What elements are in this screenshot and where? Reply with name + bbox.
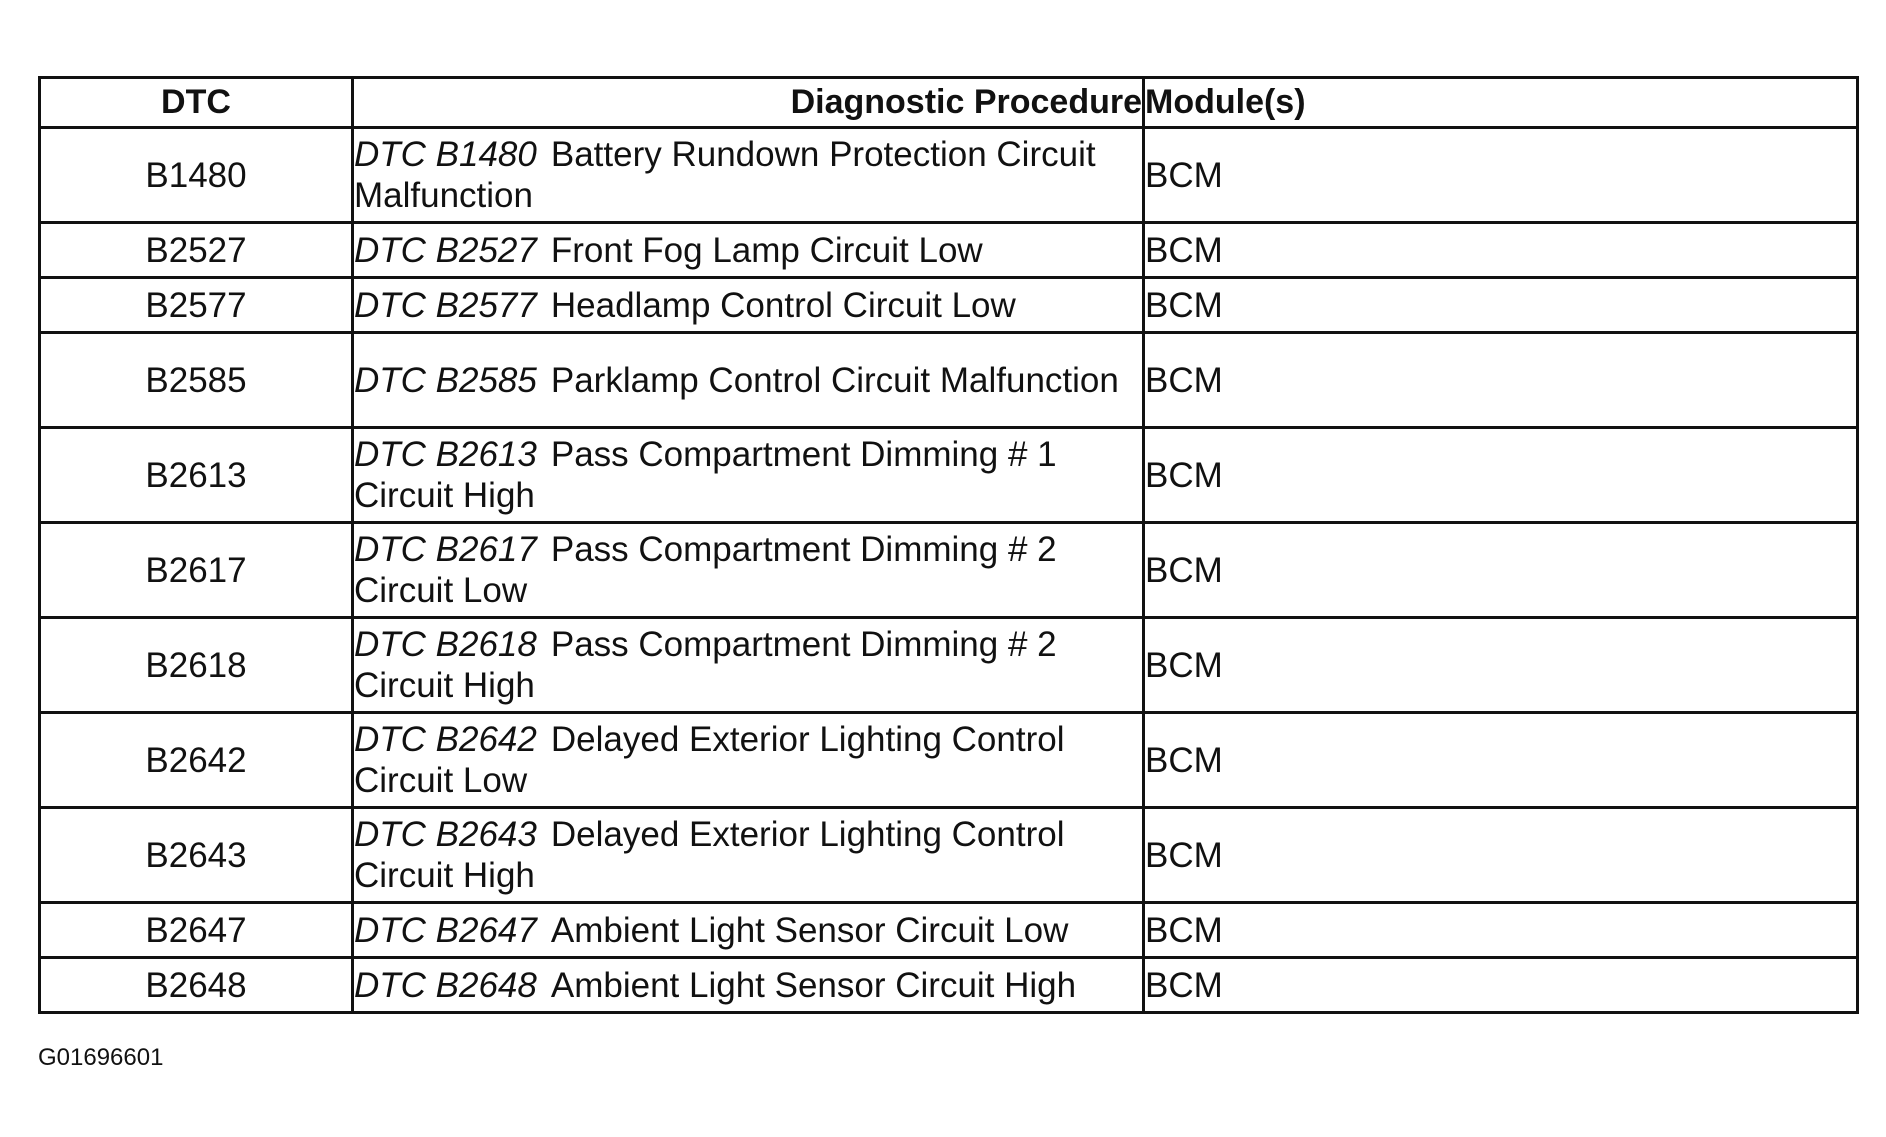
module: BCM: [1144, 223, 1858, 278]
module: BCM: [1144, 903, 1858, 958]
procedure-description: Pass Compartment Dimming # 2 Circuit High: [354, 625, 1057, 705]
module: BCM: [1144, 958, 1858, 1013]
procedure-link: DTC B2648: [354, 965, 537, 1005]
dtc-code: B2642: [40, 713, 353, 808]
table-row: [40, 903, 1858, 958]
diagnostic-procedure: [353, 903, 1144, 958]
table-row: [40, 278, 1858, 333]
module: BCM: [1144, 618, 1858, 713]
table-row: [40, 958, 1858, 1013]
procedure-description: Delayed Exterior Lighting Control Circuit Low: [354, 720, 1065, 800]
diagnostic-procedure: [353, 618, 1144, 713]
procedure-link: DTC B2577: [354, 285, 537, 325]
procedure-link: DTC B2642: [354, 720, 537, 759]
diagnostic-procedure: [353, 278, 1144, 333]
diagnostic-procedure: [353, 713, 1144, 808]
procedure-link: DTC B1480: [354, 135, 537, 174]
header-diagnostic-procedure: Diagnostic Procedure: [353, 78, 1144, 128]
table-row: [40, 808, 1858, 903]
header-dtc: DTC: [40, 78, 353, 128]
procedure-link: DTC B2613: [354, 435, 537, 474]
diagnostic-procedure: [353, 128, 1144, 223]
figure-id: G01696601: [38, 1044, 164, 1071]
table-row: [40, 333, 1858, 428]
dtc-code: B2643: [40, 808, 353, 903]
procedure-description: Pass Compartment Dimming # 1 Circuit High: [354, 435, 1057, 515]
module: BCM: [1144, 523, 1858, 618]
procedure-link: DTC B2617: [354, 530, 537, 569]
dtc-code: B2585: [40, 333, 353, 428]
header-modules: Module(s): [1144, 78, 1858, 128]
diagnostic-procedure: [353, 808, 1144, 903]
dtc-code: B1480: [40, 128, 353, 223]
diagnostic-procedure: [353, 428, 1144, 523]
dtc-table: [38, 76, 1859, 1014]
diagnostic-procedure: [353, 523, 1144, 618]
diagnostic-procedure: [353, 333, 1144, 428]
module: BCM: [1144, 808, 1858, 903]
module: BCM: [1144, 333, 1858, 428]
procedure-description: Delayed Exterior Lighting Control Circuit High: [354, 815, 1065, 895]
diagnostic-procedure: [353, 223, 1144, 278]
procedure-description: Front Fog Lamp Circuit Low: [550, 230, 983, 270]
table-row: [40, 713, 1858, 808]
dtc-code: B2577: [40, 278, 353, 333]
procedure-description: Headlamp Control Circuit Low: [550, 285, 1016, 325]
procedure-description: Ambient Light Sensor Circuit Low: [550, 910, 1069, 950]
dtc-code: B2613: [40, 428, 353, 523]
procedure-link: DTC B2527: [354, 230, 537, 270]
procedure-description: Parklamp Control Circuit Malfunction: [550, 360, 1119, 400]
procedure-link: DTC B2643: [354, 815, 537, 854]
dtc-code: B2648: [40, 958, 353, 1013]
table-row: [40, 128, 1858, 223]
module: BCM: [1144, 128, 1858, 223]
procedure-link: DTC B2647: [354, 910, 537, 950]
dtc-code: B2617: [40, 523, 353, 618]
dtc-code: B2527: [40, 223, 353, 278]
table-header-row: [40, 78, 1858, 128]
table-row: [40, 223, 1858, 278]
module: BCM: [1144, 428, 1858, 523]
table-row: [40, 618, 1858, 713]
module: BCM: [1144, 713, 1858, 808]
dtc-code: B2618: [40, 618, 353, 713]
procedure-description: Pass Compartment Dimming # 2 Circuit Low: [354, 530, 1057, 610]
procedure-link: DTC B2618: [354, 625, 537, 664]
table-row: [40, 523, 1858, 618]
diagnostic-procedure: [353, 958, 1144, 1013]
procedure-description: Ambient Light Sensor Circuit High: [550, 965, 1077, 1005]
dtc-code: B2647: [40, 903, 353, 958]
procedure-link: DTC B2585: [354, 360, 537, 400]
procedure-description: Battery Rundown Protection Circuit Malfunction: [354, 135, 1096, 215]
module: BCM: [1144, 278, 1858, 333]
table-row: [40, 428, 1858, 523]
